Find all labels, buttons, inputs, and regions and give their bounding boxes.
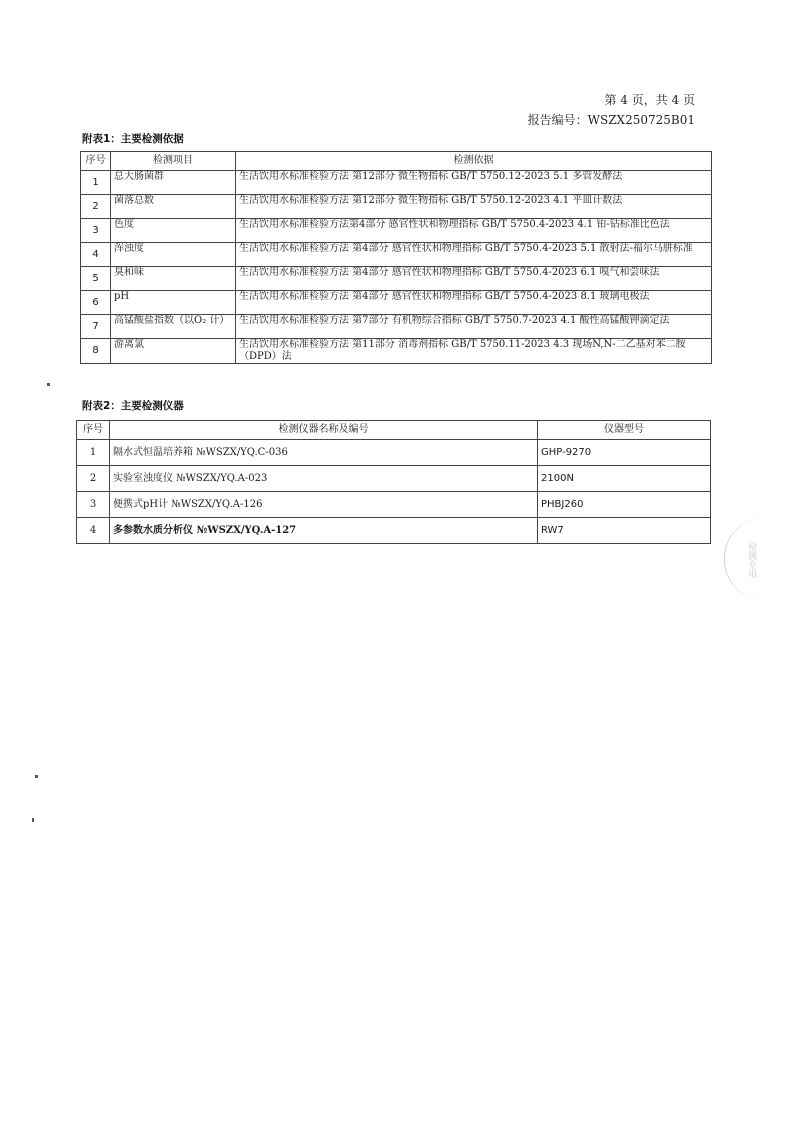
row-basis: 生活饮用水标准检验方法 第4部分 感官性状和物理指标 GB/T 5750.4-2023 5.1 散射法-福尔马肼标准 (236, 243, 712, 267)
table-row (81, 243, 712, 267)
row-item: 高锰酸盐指数（以O₂ 计） (111, 315, 236, 339)
appendix2-title: 附表2：主要检测仪器 (82, 400, 184, 412)
row-no: 8 (81, 339, 111, 364)
row-no: 5 (81, 267, 111, 291)
row-model: GHP-9270 (538, 440, 711, 466)
table-row (81, 315, 712, 339)
row-no: 1 (81, 171, 111, 195)
row-model: RW7 (538, 518, 711, 544)
row-no: 7 (81, 315, 111, 339)
row-basis: 生活饮用水标准检验方法 第12部分 微生物指标 GB/T 5750.12-2023 4.1 平皿计数法 (236, 195, 712, 219)
header-model: 仪器型号 (538, 421, 711, 440)
row-item: 臭和味 (111, 267, 236, 291)
row-basis: 生活饮用水标准检验方法第4部分 感官性状和物理指标 GB/T 5750.4-2023 4.1 铂-钴标准比色法 (236, 219, 712, 243)
row-no: 4 (77, 518, 110, 544)
detection-basis-table (80, 151, 712, 364)
row-no: 3 (77, 492, 110, 518)
appendix1-title: 附表1：主要检测依据 (82, 133, 184, 145)
table-row (77, 518, 711, 544)
row-instrument: 隔水式恒温培养箱 №WSZX/YQ.C-036 (110, 440, 538, 466)
scan-speck (35, 775, 38, 778)
header-name: 检测仪器名称及编号 (110, 421, 538, 440)
row-no: 1 (77, 440, 110, 466)
row-instrument: 多参数水质分析仪 №WSZX/YQ.A-127 (110, 518, 538, 544)
scan-speck (32, 818, 34, 822)
table-row (77, 492, 711, 518)
table-row (77, 466, 711, 492)
header-item: 检测项目 (111, 152, 236, 171)
page-number: 第 4 页，共 4 页 (604, 93, 695, 107)
table-row (77, 440, 711, 466)
row-item: pH (111, 291, 236, 315)
row-basis: 生活饮用水标准检验方法 第12部分 微生物指标 GB/T 5750.12-2023 5.1 多管发酵法 (236, 171, 712, 195)
table-row (81, 195, 712, 219)
header-no: 序号 (81, 152, 111, 171)
row-item: 色度 (111, 219, 236, 243)
row-instrument: 实验室浊度仪 №WSZX/YQ.A-023 (110, 466, 538, 492)
row-item: 菌落总数 (111, 195, 236, 219)
row-item: 总大肠菌群 (111, 171, 236, 195)
table-header-row (77, 421, 711, 440)
scan-speck (47, 383, 50, 386)
table-header-row (81, 152, 712, 171)
table-row (81, 291, 712, 315)
row-no: 2 (81, 195, 111, 219)
report-number: 报告编号：WSZX250725B01 (527, 113, 695, 127)
row-no: 2 (77, 466, 110, 492)
row-basis: 生活饮用水标准检验方法 第11部分 消毒剂指标 GB/T 5750.11-2023 4.3 现场N,N-二乙基对苯二胺（DPD）法 (236, 339, 712, 364)
row-no: 4 (81, 243, 111, 267)
seal-text: 检测专用 (746, 542, 756, 578)
header-no: 序号 (77, 421, 110, 440)
row-no: 3 (81, 219, 111, 243)
table-row (81, 219, 712, 243)
row-no: 6 (81, 291, 111, 315)
row-basis: 生活饮用水标准检验方法 第7部分 有机物综合指标 GB/T 5750.7-2023 4.1 酸性高锰酸钾滴定法 (236, 315, 712, 339)
table-row (81, 339, 712, 364)
row-item: 游离氯 (111, 339, 236, 364)
row-instrument: 便携式pH计 №WSZX/YQ.A-126 (110, 492, 538, 518)
seal-stamp-partial (724, 518, 769, 600)
row-model: 2100N (538, 466, 711, 492)
row-item: 浑浊度 (111, 243, 236, 267)
row-model: PHBJ260 (538, 492, 711, 518)
page-header (528, 90, 695, 130)
table-row (81, 267, 712, 291)
row-basis: 生活饮用水标准检验方法 第4部分 感官性状和物理指标 GB/T 5750.4-2023 6.1 嗅气和尝味法 (236, 267, 712, 291)
row-basis: 生活饮用水标准检验方法 第4部分 感官性状和物理指标 GB/T 5750.4-2023 8.1 玻璃电极法 (236, 291, 712, 315)
instrument-table (76, 420, 711, 544)
header-basis: 检测依据 (236, 152, 712, 171)
table-row (81, 171, 712, 195)
